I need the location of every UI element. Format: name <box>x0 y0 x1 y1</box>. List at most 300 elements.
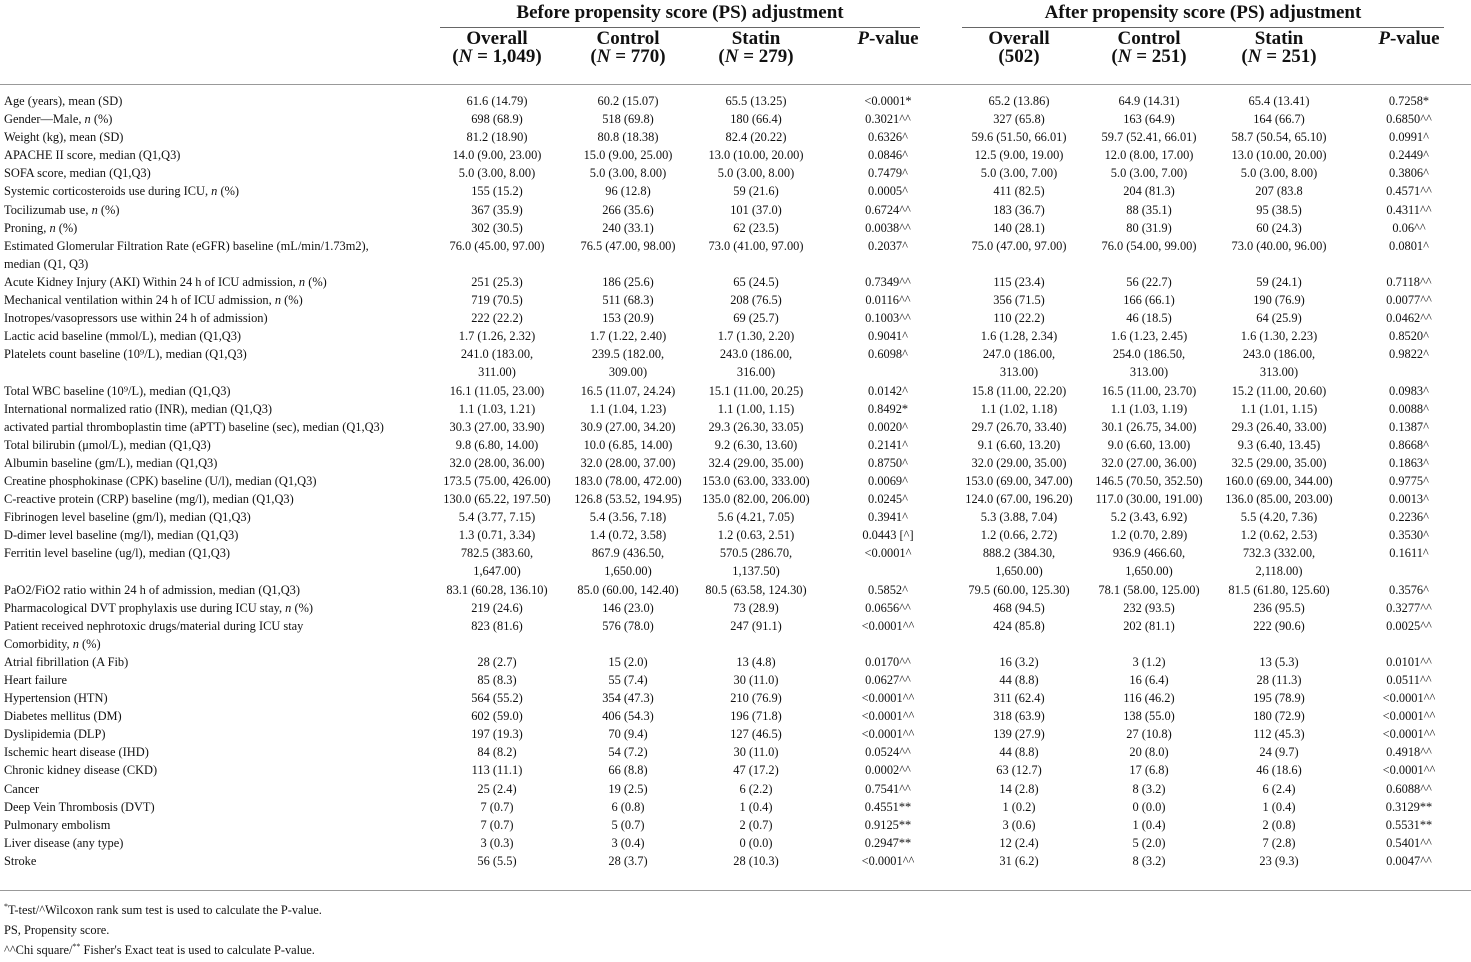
table-cell <box>696 345 816 381</box>
table-cell-line: 0.3576^ <box>1389 582 1429 597</box>
table-cell <box>1084 219 1214 237</box>
table-cell-line: 65.2 (13.86) <box>988 94 1050 108</box>
table-cell <box>568 345 688 381</box>
table-cell-line: 0.0511^^ <box>1386 673 1432 687</box>
table-cell-line: 0.1863^ <box>1389 455 1429 470</box>
table-cell <box>1214 544 1344 580</box>
table-cell-line: 80.8 (18.38) <box>597 130 659 145</box>
table-cell <box>437 490 557 508</box>
table-cell-line: 0.0656^^ <box>865 600 911 615</box>
table-cell-line: 73.0 (41.00, 97.00) <box>708 238 804 253</box>
table-cell <box>437 671 557 689</box>
column-header-control-after <box>1079 30 1219 66</box>
table-row <box>0 128 1471 146</box>
table-cell <box>696 852 816 870</box>
table-cell <box>1362 472 1457 490</box>
table-cell-line: 166 (66.1) <box>1123 293 1175 308</box>
table-cell <box>437 707 557 725</box>
table-cell <box>437 418 557 436</box>
table-cell <box>1362 128 1457 146</box>
table-cell <box>954 219 1084 237</box>
table-cell <box>437 725 557 743</box>
table-cell <box>568 327 688 345</box>
table-cell-line: 0.2141^ <box>868 437 908 452</box>
table-cell-line: 13.0 (10.00, 20.00) <box>708 148 804 163</box>
table-cell <box>1362 237 1457 255</box>
row-label <box>4 743 409 761</box>
table-cell <box>568 725 688 743</box>
table-cell <box>1362 743 1457 761</box>
column-header-control-before <box>558 30 698 66</box>
table-cell-line: 32.0 (28.00, 36.00) <box>449 455 545 470</box>
table-cell <box>696 273 816 291</box>
row-label <box>4 182 409 200</box>
table-cell <box>696 834 816 852</box>
table-row <box>0 834 1471 852</box>
table-cell-line: 130.0 (65.22, 197.50) <box>443 492 551 507</box>
table-cell-line: 0.2037^ <box>868 238 908 253</box>
table-cell-line: 153.0 (63.00, 333.00) <box>702 473 810 488</box>
table-cell <box>841 219 936 237</box>
table-cell <box>1214 707 1344 725</box>
table-cell <box>437 201 557 219</box>
table-cell-line: 30.1 (26.75, 34.00) <box>1101 419 1197 434</box>
table-cell-line: 1.6 (1.30, 2.23) <box>1240 329 1318 344</box>
table-cell-line: 0.0005^ <box>868 184 908 199</box>
table-cell-line: 0.2236^ <box>1389 510 1429 525</box>
table-row <box>0 743 1471 761</box>
table-cell <box>841 92 936 110</box>
row-label <box>4 653 409 671</box>
table-row <box>0 780 1471 798</box>
table-cell <box>1084 852 1214 870</box>
table-cell-line: 518 (69.8) <box>602 112 654 127</box>
table-cell <box>1084 273 1214 291</box>
table-cell <box>841 544 936 562</box>
table-cell <box>696 472 816 490</box>
table-cell <box>696 418 816 436</box>
table-cell <box>568 526 688 544</box>
table-row <box>0 544 1471 580</box>
table-cell <box>568 472 688 490</box>
table-cell-line: 46 (18.6) <box>1256 763 1302 778</box>
table-cell-line: 146 (23.0) <box>602 600 654 615</box>
table-cell-line: 236 (95.5) <box>1253 600 1305 615</box>
table-row <box>0 689 1471 707</box>
table-cell <box>1214 454 1344 472</box>
table-cell <box>437 92 557 110</box>
table-cell <box>1362 309 1457 327</box>
table-cell-line: 0.0047^^ <box>1386 853 1432 868</box>
table-cell-line: 0.1611^ <box>1389 546 1429 561</box>
table-cell-line: 313.00) <box>1259 365 1299 380</box>
table-cell <box>1214 617 1344 635</box>
table-cell <box>1362 327 1457 345</box>
table-cell <box>954 581 1084 599</box>
table-cell-line: 468 (94.5) <box>993 600 1045 615</box>
table-cell-line: 81.5 (61.80, 125.60) <box>1228 582 1330 597</box>
table-row <box>0 472 1471 490</box>
table-cell-line: <0.0001^^ <box>861 853 915 868</box>
table-cell <box>1084 436 1214 454</box>
table-cell <box>841 237 936 255</box>
table-cell <box>841 327 936 345</box>
table-cell <box>1214 146 1344 164</box>
table-cell-line: 311.00) <box>478 365 516 380</box>
table-cell <box>1362 834 1457 852</box>
table-cell <box>696 599 816 617</box>
table-cell <box>437 182 557 200</box>
table-cell <box>841 128 936 146</box>
table-cell <box>1084 780 1214 798</box>
table-cell <box>841 146 936 164</box>
table-row <box>0 635 1471 653</box>
table-cell-line: 25 (2.4) <box>477 781 517 796</box>
table-cell-line: 13 (4.8) <box>736 654 776 669</box>
table-cell-line: 0.3129** <box>1385 799 1433 814</box>
row-label <box>4 110 409 128</box>
table-cell <box>1214 436 1344 454</box>
table-row <box>0 671 1471 689</box>
table-cell-line: 0.0101^^ <box>1386 654 1432 669</box>
column-header-label: Statin <box>731 28 781 49</box>
row-label-line: Proning, n (%) <box>4 220 78 235</box>
table-cell <box>841 182 936 200</box>
row-label-line: Ischemic heart disease (IHD) <box>4 745 149 760</box>
table-cell-line: 29.3 (26.30, 33.05) <box>708 419 804 434</box>
table-cell-line: 0.0002^^ <box>865 763 911 778</box>
table-cell <box>1214 834 1344 852</box>
row-label <box>4 436 409 454</box>
table-cell-line: 1.1 (1.04, 1.23) <box>589 401 667 416</box>
table-cell <box>437 454 557 472</box>
table-cell <box>841 816 936 834</box>
before-ps-group-header <box>440 0 920 26</box>
table-cell <box>696 798 816 816</box>
table-cell <box>954 725 1084 743</box>
table-cell-line: 69 (25.7) <box>733 311 779 326</box>
row-label-line: Diabetes mellitus (DM) <box>4 709 122 724</box>
table-row <box>0 816 1471 834</box>
table-cell-line: 318 (63.9) <box>993 709 1045 724</box>
table-cell-line: 5.0 (3.00, 8.00) <box>458 166 536 181</box>
table-cell-line: 160.0 (69.00, 344.00) <box>1225 473 1333 488</box>
table-cell <box>696 219 816 237</box>
table-cell-line: 1.7 (1.22, 2.40) <box>589 329 667 344</box>
table-cell <box>1214 599 1344 617</box>
table-cell-line: 936.9 (466.60, <box>1112 546 1186 561</box>
table-cell <box>954 617 1084 635</box>
row-label-line: Stroke <box>4 853 37 868</box>
table-cell <box>841 291 936 309</box>
table-cell-line: 0.0077^^ <box>1386 293 1432 308</box>
table-cell-line: 5.0 (3.00, 8.00) <box>589 166 667 181</box>
table-cell <box>1084 761 1214 779</box>
table-cell-line: 222 (90.6) <box>1253 618 1305 633</box>
table-cell <box>568 544 688 580</box>
row-label <box>4 725 409 743</box>
table-cell-line: 65.5 (13.25) <box>725 94 787 108</box>
row-label-line: Pulmonary embolism <box>4 817 111 832</box>
table-cell-line: 0.2449^ <box>1389 148 1429 163</box>
table-cell <box>696 635 816 653</box>
row-label <box>4 490 409 508</box>
row-label-line: Fibrinogen level baseline (gm/l), median (Q1,Q3) <box>4 510 251 525</box>
table-cell-line: 124.0 (67.00, 196.20) <box>965 492 1073 507</box>
table-cell <box>1362 146 1457 164</box>
table-row <box>0 761 1471 779</box>
table-cell <box>841 382 936 400</box>
row-label-line <box>4 562 409 580</box>
table-cell-line: 207 (83.8 <box>1255 184 1303 199</box>
row-label <box>4 92 409 110</box>
table-cell <box>954 689 1084 707</box>
table-cell-line: 190 (76.9) <box>1253 293 1305 308</box>
table-cell <box>437 780 557 798</box>
table-cell <box>568 780 688 798</box>
table-cell-line: 354 (47.3) <box>602 691 654 706</box>
row-label <box>4 219 409 237</box>
table-cell-line: 15.8 (11.00, 22.20) <box>971 383 1067 398</box>
table-cell <box>1362 273 1457 291</box>
table-cell-line: 16 (6.4) <box>1129 673 1169 687</box>
table-row <box>0 291 1471 309</box>
table-cell-line <box>1214 635 1344 653</box>
table-cell-line: 0.0116^^ <box>865 293 911 308</box>
row-label <box>4 798 409 816</box>
table-cell-line: 28 (10.3) <box>733 853 779 868</box>
table-cell-line: 155 (15.2) <box>471 184 523 199</box>
table-cell <box>568 617 688 635</box>
table-cell <box>1214 761 1344 779</box>
table-cell-line: 309.00) <box>608 365 648 380</box>
table-cell <box>696 581 816 599</box>
table-cell <box>437 581 557 599</box>
table-cell <box>1214 110 1344 128</box>
table-cell-line: 16.5 (11.07, 24.24) <box>580 383 676 398</box>
before-ps-group-title: Before propensity score (PS) adjustment <box>516 2 844 23</box>
table-cell-line: 23 (9.3) <box>1259 853 1299 868</box>
table-cell-line: 44 (8.8) <box>999 745 1039 760</box>
table-cell-line: 9.0 (6.60, 13.00) <box>1107 437 1191 452</box>
table-row <box>0 707 1471 725</box>
table-cell <box>1214 92 1344 110</box>
table-cell <box>1362 345 1457 363</box>
table-cell-line: 1,650.00) <box>1125 564 1173 579</box>
table-cell-line: 5.6 (4.21, 7.05) <box>717 510 795 525</box>
table-cell-line: <0.0001^^ <box>1382 709 1436 724</box>
table-cell <box>696 490 816 508</box>
table-cell-line: 60.2 (15.07) <box>597 94 659 108</box>
table-cell-line: 64.9 (14.31) <box>1118 94 1180 108</box>
table-cell-line: 0.4551** <box>864 799 912 814</box>
table-cell-line: 62 (23.5) <box>733 220 779 235</box>
table-cell <box>568 237 688 255</box>
table-cell <box>568 508 688 526</box>
table-row <box>0 201 1471 219</box>
table-cell-line: 28 (3.7) <box>608 853 648 868</box>
row-label <box>4 599 409 617</box>
table-cell <box>1362 544 1457 562</box>
table-cell-line: 15.1 (11.00, 20.25) <box>708 383 804 398</box>
table-cell-line: 136.0 (85.00, 203.00) <box>1225 492 1333 507</box>
table-row <box>0 400 1471 418</box>
table-cell <box>1362 780 1457 798</box>
table-cell <box>841 743 936 761</box>
after-ps-group-header <box>962 0 1444 26</box>
table-row <box>0 219 1471 237</box>
row-label-line: Weight (kg), mean (SD) <box>4 130 124 145</box>
table-cell-line: 0.4571^^ <box>1386 184 1432 199</box>
table-cell <box>696 201 816 219</box>
row-label <box>4 635 409 653</box>
table-cell <box>568 164 688 182</box>
table-cell-line: 0.7349^^ <box>865 274 911 289</box>
table-cell-line: 85.0 (60.00, 142.40) <box>577 582 679 597</box>
table-cell <box>1214 273 1344 291</box>
row-label <box>4 164 409 182</box>
table-cell <box>696 164 816 182</box>
table-cell <box>696 128 816 146</box>
table-cell-line: 5.5 (4.20, 7.36) <box>1240 510 1318 525</box>
table-cell-line: 16.5 (11.00, 23.70) <box>1101 383 1197 398</box>
table-cell-line <box>437 635 557 653</box>
table-cell <box>1214 526 1344 544</box>
table-cell-line: <0.0001^^ <box>861 709 915 724</box>
column-header-overall-after <box>949 30 1089 66</box>
table-cell <box>841 472 936 490</box>
row-label-line: Liver disease (any type) <box>4 835 124 850</box>
row-label <box>4 291 409 309</box>
table-cell-line: 0.0245^ <box>868 492 908 507</box>
table-cell <box>568 219 688 237</box>
table-cell <box>568 309 688 327</box>
row-label-line: Creatine phosphokinase (CPK) baseline (U/l), median (Q1,Q3) <box>4 473 317 488</box>
table-cell <box>568 273 688 291</box>
table-cell-line: 719 (70.5) <box>471 293 523 308</box>
table-cell <box>954 146 1084 164</box>
table-cell-line: 0.1387^ <box>1389 419 1429 434</box>
table-cell <box>1362 599 1457 617</box>
table-cell-line: 15 (2.0) <box>608 654 648 669</box>
table-cell-line: 112 (45.3) <box>1253 727 1305 742</box>
table-cell <box>568 454 688 472</box>
table-cell-line: 0.9125** <box>864 817 912 832</box>
table-cell-line: 186 (25.6) <box>602 274 654 289</box>
table-cell <box>696 400 816 418</box>
table-cell <box>437 544 557 580</box>
table-cell <box>841 707 936 725</box>
column-header-label: Control <box>1117 28 1181 49</box>
table-cell <box>568 599 688 617</box>
table-cell <box>437 110 557 128</box>
table-cell-line: 313.00) <box>1129 365 1169 380</box>
table-cell <box>696 146 816 164</box>
table-cell <box>696 689 816 707</box>
table-row <box>0 110 1471 128</box>
table-cell-line: 153 (20.9) <box>602 311 654 326</box>
table-cell-line: 30.3 (27.00, 33.90) <box>449 419 545 434</box>
table-cell <box>954 635 1084 653</box>
table-cell-line: 1.6 (1.23, 2.45) <box>1110 329 1188 344</box>
table-cell <box>954 472 1084 490</box>
table-cell <box>954 327 1084 345</box>
table-cell <box>437 327 557 345</box>
table-cell <box>954 707 1084 725</box>
column-header-label: Statin <box>1254 28 1304 49</box>
table-cell <box>1084 798 1214 816</box>
table-cell-line: 0.3530^ <box>1389 528 1429 543</box>
table-cell <box>1084 671 1214 689</box>
table-cell-line: 56 (5.5) <box>477 853 517 868</box>
table-cell <box>437 852 557 870</box>
table-cell-line: 0.0991^ <box>1389 130 1429 145</box>
column-header-label: P-value <box>857 28 919 49</box>
table-cell <box>696 291 816 309</box>
table-cell-line: 1.1 (1.01, 1.15) <box>1240 401 1318 416</box>
table-cell <box>696 544 816 580</box>
table-cell <box>1362 182 1457 200</box>
table-cell-line: 5.0 (3.00, 8.00) <box>1240 166 1318 181</box>
table-cell-line: 65 (24.5) <box>733 274 779 289</box>
column-header-overall-before <box>427 30 567 66</box>
table-cell-line: 28 (2.7) <box>477 654 517 669</box>
table-row <box>0 345 1471 381</box>
table-cell-line: 0.0462^^ <box>1386 311 1432 326</box>
table-cell-line: 55 (7.4) <box>608 673 648 687</box>
table-cell-line: 59.7 (52.41, 66.01) <box>1101 130 1197 145</box>
table-cell <box>841 725 936 743</box>
table-cell <box>696 327 816 345</box>
row-label-line: Systemic corticosteroids use during ICU, n (%) <box>4 184 240 199</box>
table-cell <box>1214 635 1344 653</box>
table-cell <box>841 490 936 508</box>
table-cell <box>568 816 688 834</box>
table-cell-line: 208 (76.5) <box>730 293 782 308</box>
row-label-line <box>4 363 409 381</box>
table-cell-line: 1.1 (1.02, 1.18) <box>980 401 1058 416</box>
table-cell <box>437 128 557 146</box>
table-cell-line: 0.0983^ <box>1389 383 1429 398</box>
table-cell <box>1362 725 1457 743</box>
row-label <box>4 689 409 707</box>
table-row <box>0 653 1471 671</box>
table-cell-line: 0.7118^^ <box>1386 274 1432 289</box>
table-cell-line: 30.9 (27.00, 34.20) <box>580 419 676 434</box>
table-cell <box>954 671 1084 689</box>
row-label <box>4 418 409 436</box>
table-cell-line: 867.9 (436.50, <box>591 546 665 561</box>
table-cell <box>841 671 936 689</box>
row-label-line: Age (years), mean (SD) <box>4 94 123 108</box>
table-cell <box>1362 92 1457 110</box>
table-cell <box>1214 780 1344 798</box>
table-row <box>0 581 1471 599</box>
table-cell <box>1084 201 1214 219</box>
table-cell-line: 9.1 (6.60, 13.20) <box>977 437 1061 452</box>
row-label-line: Estimated Glomerular Filtration Rate (eGFR) baseline (mL/min/1.73m2), <box>4 238 369 253</box>
table-cell-line: 13.0 (10.00, 20.00) <box>1231 148 1327 163</box>
table-cell <box>696 671 816 689</box>
table-cell <box>1214 689 1344 707</box>
table-cell <box>568 291 688 309</box>
table-row <box>0 309 1471 327</box>
row-label-line: Chronic kidney disease (CKD) <box>4 763 158 778</box>
table-cell <box>1084 689 1214 707</box>
table-cell-line: 14.0 (9.00, 23.00) <box>452 148 542 163</box>
table-cell-line: 73 (28.9) <box>733 600 779 615</box>
table-cell-line: 0.0069^ <box>868 473 908 488</box>
